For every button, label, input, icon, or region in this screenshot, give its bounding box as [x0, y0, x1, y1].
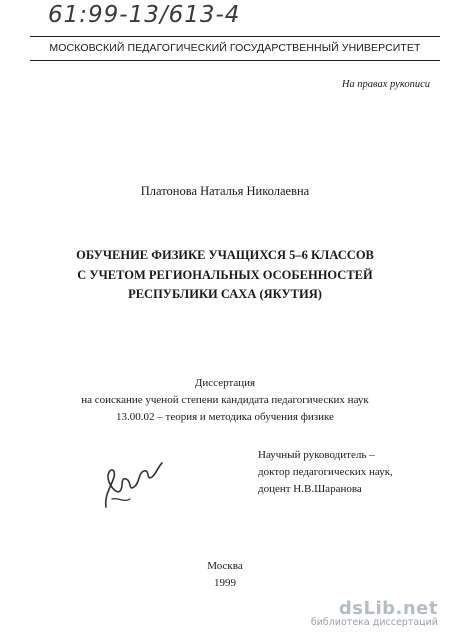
- supervisor-name: доцент Н.В.Шаранова: [258, 483, 362, 495]
- city: Москва: [207, 560, 243, 572]
- degree-info: [20, 375, 430, 426]
- specialty-code: 13.00.02 – теория и методика обучения физике: [116, 411, 334, 423]
- supervisor-block: [258, 447, 393, 498]
- year: 1999: [214, 577, 236, 589]
- handwritten-signature: [98, 455, 168, 515]
- title-line: РЕСПУБЛИКИ САХА (ЯКУТИЯ): [128, 287, 322, 301]
- title-line: ОБУЧЕНИЕ ФИЗИКЕ УЧАЩИХСЯ 5–6 КЛАССОВ: [76, 248, 374, 262]
- watermark: [298, 598, 438, 628]
- degree-type: Диссертация: [194, 377, 256, 389]
- top-rule: [30, 36, 440, 37]
- rights-note: На правах рукописи: [341, 79, 430, 90]
- dissertation-title: [0, 246, 450, 305]
- author-name: Платонова Наталья Николаевна: [140, 184, 310, 198]
- watermark-logo: dsLib.net: [338, 598, 438, 619]
- city-year: [0, 558, 450, 592]
- title-line: С УЧЕТОМ РЕГИОНАЛЬНЫХ ОСОБЕННОСТЕЙ: [77, 267, 373, 282]
- university-name: МОСКОВСКИЙ ПЕДАГОГИЧЕСКИЙ ГОСУДАРСТВЕННЫЙ УНИВЕРСИТЕТ: [49, 42, 421, 54]
- supervisor-label: Научный руководитель –: [258, 449, 375, 461]
- bottom-rule: [30, 60, 440, 61]
- degree-purpose: на соискание ученой степени кандидата педагогических наук: [81, 394, 369, 406]
- watermark-subtitle: библиотека диссертаций: [310, 617, 438, 628]
- handwritten-catalog-number: 61:99-13/613-4: [48, 2, 241, 28]
- supervisor-degree: доктор педагогических наук,: [258, 466, 393, 478]
